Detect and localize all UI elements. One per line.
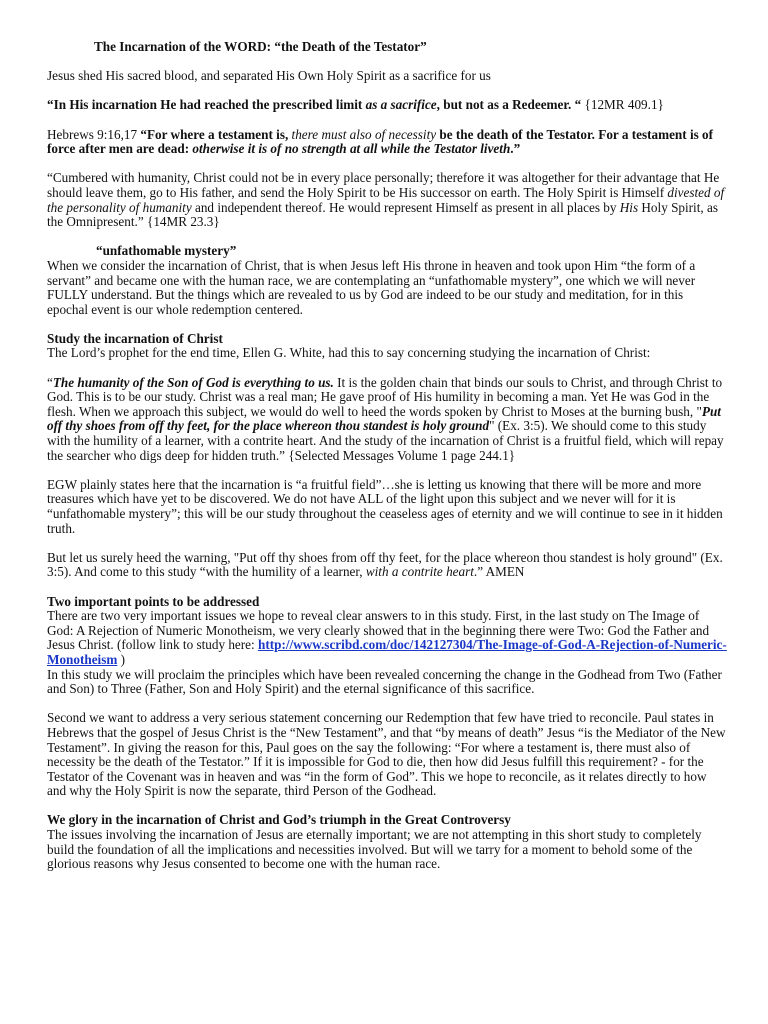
section-body: The Lord’s prophet for the end time, Ellen G. White, had this to say concerning studying the incarnation of Christ: xyxy=(47,345,651,361)
section-body: When we consider the incarnation of Christ, that is when Jesus left His throne in heaven and took upon Him “the form of a servant” and became one with the human race, we are contemplating an “unfathomable mystery”, one which we will never FULLY understand. But the things which are revealed to us by God are indeed to be our study and meditation, for in this epochal event is our whole redemption centered. xyxy=(47,257,696,317)
document-title: The Incarnation of the WORD: “the Death of the Testator” xyxy=(94,39,427,54)
quote-12mr: “In His incarnation He had reached the prescribed limit as a sacrifice, but not as a Redeemer. “ {12MR 409.1} xyxy=(47,97,664,113)
section-heading: We glory in the incarnation of Christ and God’s triumph in the Great Controversy xyxy=(47,812,511,828)
section-heading: Study the incarnation of Christ xyxy=(47,330,223,346)
document-page xyxy=(47,40,727,872)
section-body-continued: In this study we will proclaim the principles which have been revealed concerning the change in the Godhead from Two (Father and Son) to Three (Father, Son and Holy Spirit) and the eternal significance of this sacrifice. xyxy=(47,666,722,697)
egw-quote: “The humanity of the Son of God is everything to us. It is the golden chain that binds our souls to Christ, and through Christ to God. This is to be our study. Christ was a real man; He gave proof of His humility in becoming a man. Yet He was God in the flesh. When we approach this subject, we would do well to heed the words spoken by Christ to Moses at the burning bush, "Put off thy shoes from off thy feet, for the place whereon thou standest is holy ground" (Ex. 3:5). We should come to this study with the humility of a learner, with a contrite heart. And the study of the incarnation of Christ is a fruitful field, which will repay the searcher who digs deep for hidden truth.” {Selected Messages Volume 1 page 244.1} xyxy=(47,374,724,463)
quote-14mr: “Cumbered with humanity, Christ could not be in every place personally; therefore it was altogether for their advantage that He should leave them, go to His father, and send the Holy Spirit to be His successor on earth. The Holy Spirit is Himself divested of the personality of humanity and independent thereof. He would represent Himself as present in all places by His Holy Spirit, as the Omnipresent.” {14MR 23.3} xyxy=(47,170,725,230)
study-incarnation-section xyxy=(47,332,727,361)
scribd-study-link[interactable]: http://www.scribd.com/doc/142127304/The-Image-of-God-A-Rejection-of-Numeric-Monotheism xyxy=(47,637,727,667)
section-heading: Two important points to be addressed xyxy=(47,593,260,609)
intro-paragraph: Jesus shed His sacred blood, and separated His Own Holy Spirit as a sacrifice for us xyxy=(47,68,491,84)
hebrews-quote: Hebrews 9:16,17 “For where a testament is, there must also of necessity be the death of the Testator. For a testament is of force after men are dead: otherwise it is of no strength at all while the Testator liveth.” xyxy=(47,126,714,157)
two-points-section xyxy=(47,595,727,697)
fruitful-field-paragraph: EGW plainly states here that the incarnation is “a fruitful field”…she is letting us knowing that there will be more and more treasures which have yet to be discovered. We do not have ALL of the light upon this subject and we never will for it is “unfathomable mystery”; this will be our study throughout the ceaseless ages of eternity and we will continue to see in it hidden truth. xyxy=(47,476,723,536)
section-body: The issues involving the incarnation of Jesus are eternally important; we are not attempting in this short study to completely build the foundation of all the implications and necessities involved. But will we tarry for a moment to behold some of the glorious reasons why Jesus consented to become one with the human race. xyxy=(47,827,702,872)
heed-warning-paragraph: But let us surely heed the warning, "Put off thy shoes from off thy feet, for the place whereon thou standest is holy ground" (Ex. 3:5). And come to this study “with the humility of a learner, with a contrite heart.” AMEN xyxy=(47,549,723,580)
section-heading: “unfathomable mystery” xyxy=(96,243,237,259)
great-controversy-section xyxy=(47,813,727,871)
section-body: There are two very important issues we hope to reveal clear answers to in this study. First, in the last study on The Image of God: A Rejection of Numeric Monotheism, we very clearly showed that in the beginning there were Two: God the Father and Jesus Christ. (follow link to study here: http://www.scribd.com/doc/142127304/The-Image-of-God-A-Rejection-of-Numeric-Monotheism ) xyxy=(47,608,727,667)
unfathomable-mystery-section xyxy=(47,244,727,317)
second-point-paragraph: Second we want to address a very serious statement concerning our Redemption that few have tried to reconcile. Paul states in Hebrews that the gospel of Jesus Christ is the “New Testament”, and that “by means of death” Jesus “is the Mediator of the New Testament”. In giving the reason for this, Paul goes on the say the following: “For where a testament is, there must also of necessity be the death of the Testator.” If it is impossible for God to die, then how did Jesus fulfill this requirement? - for the Testator of the Covenant was in heaven and was “in the form of God”. This we hope to reconcile, as it relates directly to how and why the Holy Spirit is now the separate, third Person of the Godhead. xyxy=(47,710,726,799)
